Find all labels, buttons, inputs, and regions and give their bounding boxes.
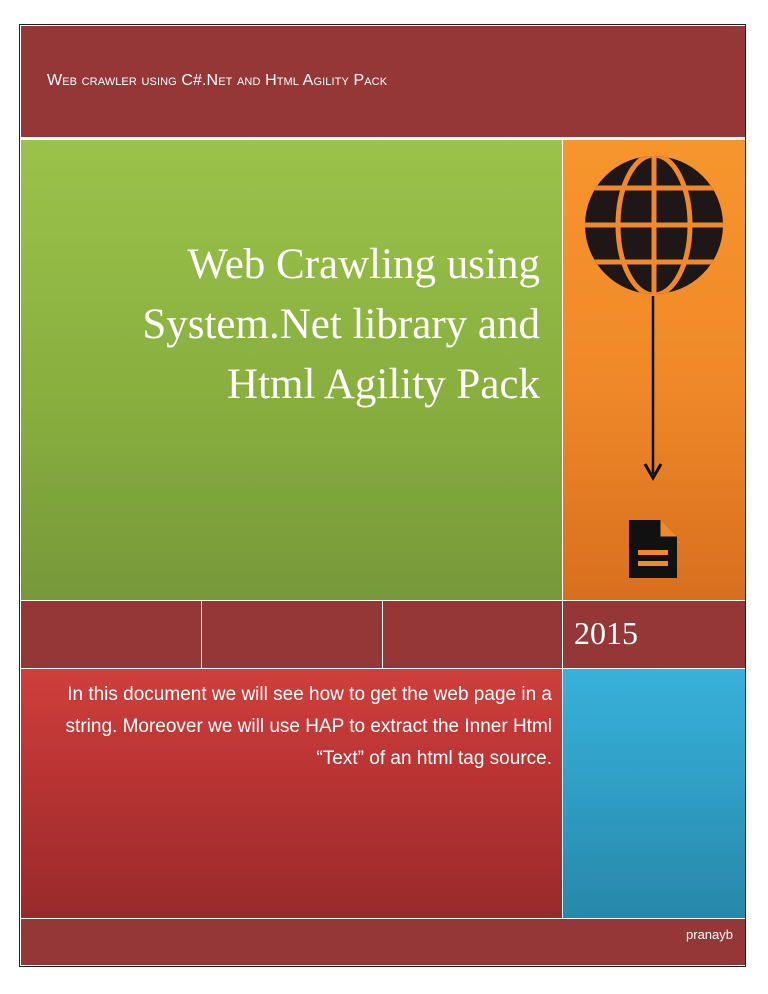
accent-panel	[563, 669, 745, 918]
title-panel	[21, 140, 562, 600]
header-band	[21, 26, 745, 139]
cover-title-line-1: Web Crawling using	[187, 241, 540, 288]
cover-title-line-3: Html Agility Pack	[227, 361, 540, 408]
cover-description: In this document we will see how to get the web page in a string. Moreover we will use HAP to extract the Inner Html “Text” of an html tag source.	[65, 684, 552, 769]
band-cell-2	[202, 601, 382, 668]
cover-year: 2015	[574, 615, 638, 651]
author-name: pranayb	[686, 927, 733, 942]
band-cell-3	[383, 601, 562, 668]
document-icon	[627, 518, 679, 580]
cover-title-line-2: System.Net library and	[142, 301, 540, 348]
band-cell-1	[21, 601, 201, 668]
footer-band	[21, 919, 745, 965]
icon-panel	[563, 140, 745, 600]
cover-title	[60, 235, 540, 415]
description-panel	[21, 669, 562, 918]
arrow-down-icon	[643, 296, 663, 486]
header-title: Web crawler using C#.Net and Html Agility Pack	[47, 72, 388, 89]
year-cell	[563, 601, 745, 668]
globe-icon	[583, 154, 725, 296]
